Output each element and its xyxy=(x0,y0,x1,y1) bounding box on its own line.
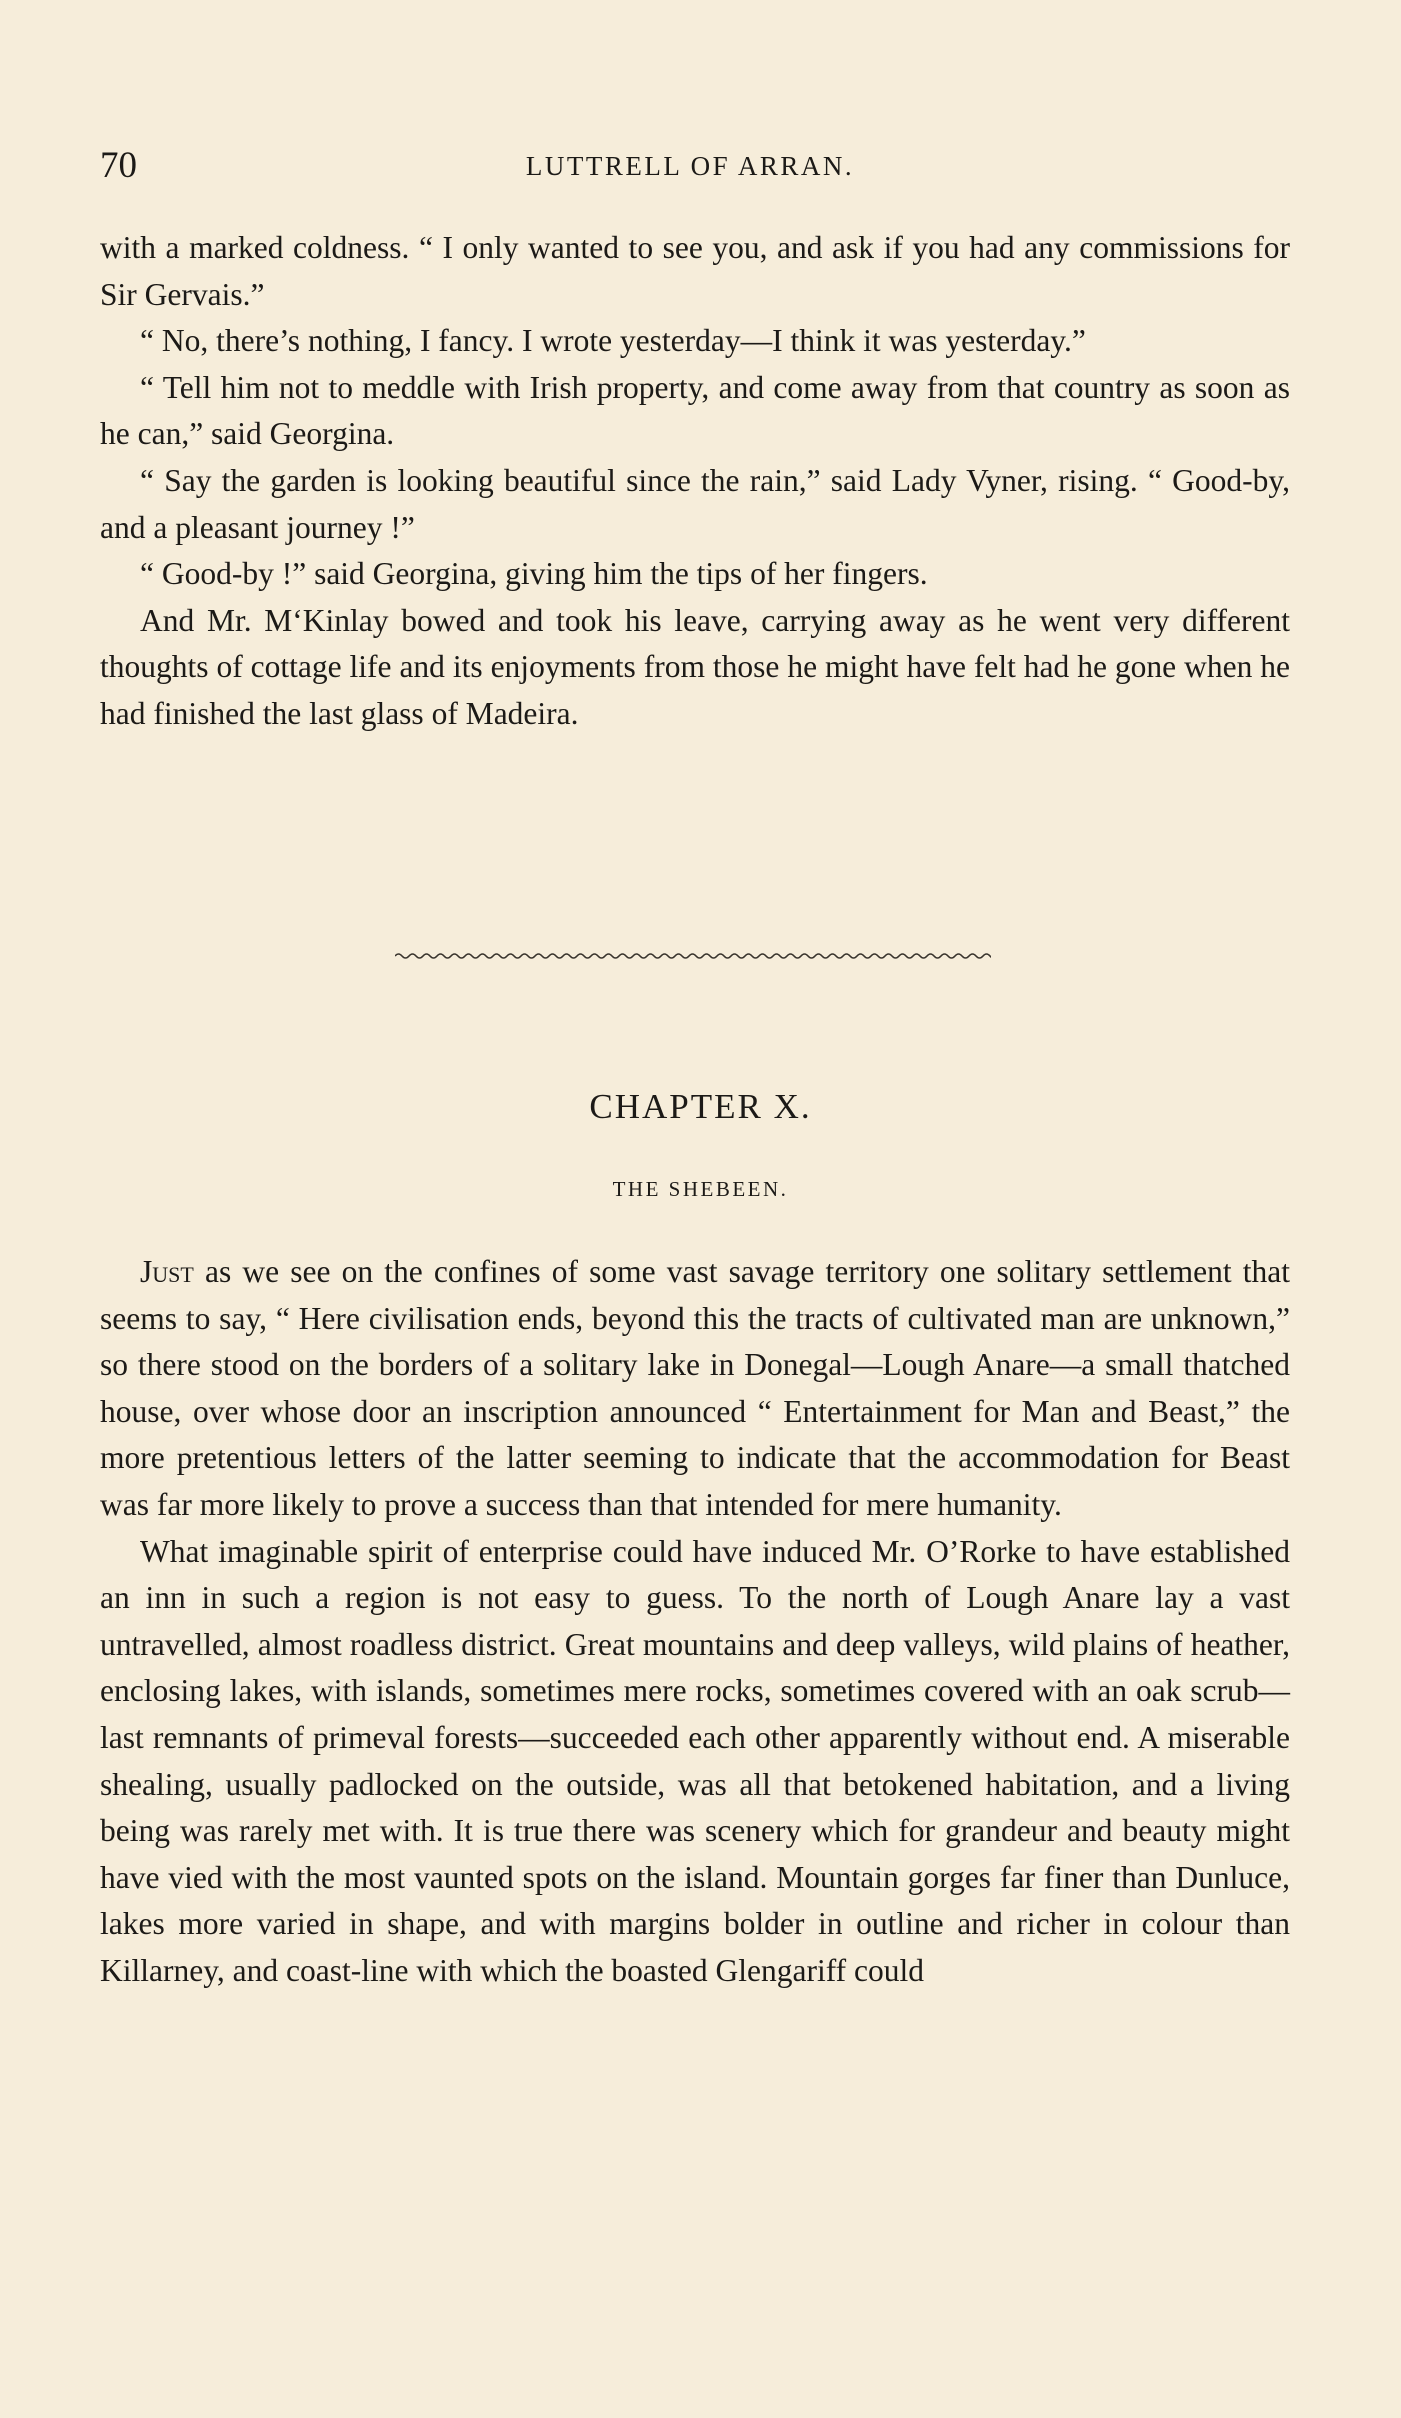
paragraph: What imaginable spirit of enterprise could have induced Mr. O’Rorke to have established an inn in such a region is not easy to guess. To the north of Lough Anare lay a vast untravelled, almost roadless district. Great mountains and deep valleys, wild plains of heather, enclosing lakes, with islands, sometimes mere rocks, sometimes covered with an oak scrub—last remnants of primeval forests—succeeded each other apparently without end. A miserable shealing, usually padlocked on the outside, was all that betokened habitation, and a living being was rarely met with. It is true there was scenery which for grandeur and beauty might have vied with the most vaunted spots on the island. Mountain gorges far finer than Dunluce, lakes more varied in shape, and with margins bolder in outline and richer in colour than Killarney, and coast-line with which the boasted Glengariff could xyxy=(100,1533,1290,1988)
text-block-closing-chapter xyxy=(100,225,1290,738)
paragraph-opening xyxy=(100,1249,1290,1529)
page-header xyxy=(100,142,1280,190)
paragraph: “ Good-by !” said Georgina, giving him the tips of her fingers. xyxy=(140,556,928,592)
text-block-chapter-body xyxy=(100,1249,1290,1995)
paragraph-continuation: with a marked coldness. “ I only wanted to see you, and ask if you had any commissions for Sir Gervais.” xyxy=(100,230,1290,312)
running-head: LUTTRELL OF ARRAN. xyxy=(525,151,855,181)
paragraph: And Mr. M‘Kinlay bowed and took his leave, carrying away as he went very different thoughts of cottage life and its enjoyments from those he might have felt had he gone when he had finished the last glass of Madeira. xyxy=(100,602,1290,731)
opening-word: Just xyxy=(140,1254,194,1289)
chapter-subtitle: THE SHEBEEN. xyxy=(612,1177,789,1201)
paragraph: “ Say the garden is looking beautiful since the rain,” said Lady Vyner, rising. “ Good-by, and a pleasant journey !” xyxy=(100,462,1290,545)
page-number: 70 xyxy=(100,145,137,186)
paragraph: “ Tell him not to meddle with Irish property, and come away from that country as soon as he can,” said Georgina. xyxy=(100,369,1290,452)
opening-paragraph-text: as we see on the confines of some vast savage territory one solitary settlement that seems to say, “ Here civilisation ends, beyond this the tracts of cultivated man are unknown,” so there stood on the borders of a solitary lake in Donegal—Lough Anare—a small thatched house, over whose door an inscription announced “ Entertainment for Man and Beast,” the more pretentious letters of the latter seeming to indicate that the accommodation for Beast was far more likely to prove a success than that intended for mere humanity. xyxy=(100,1254,1290,1522)
section-divider-ornament xyxy=(395,944,991,968)
chapter-title: CHAPTER X. xyxy=(589,1087,812,1126)
paragraph: “ No, there’s nothing, I fancy. I wrote yesterday—I think it was yesterday.” xyxy=(140,323,1086,359)
